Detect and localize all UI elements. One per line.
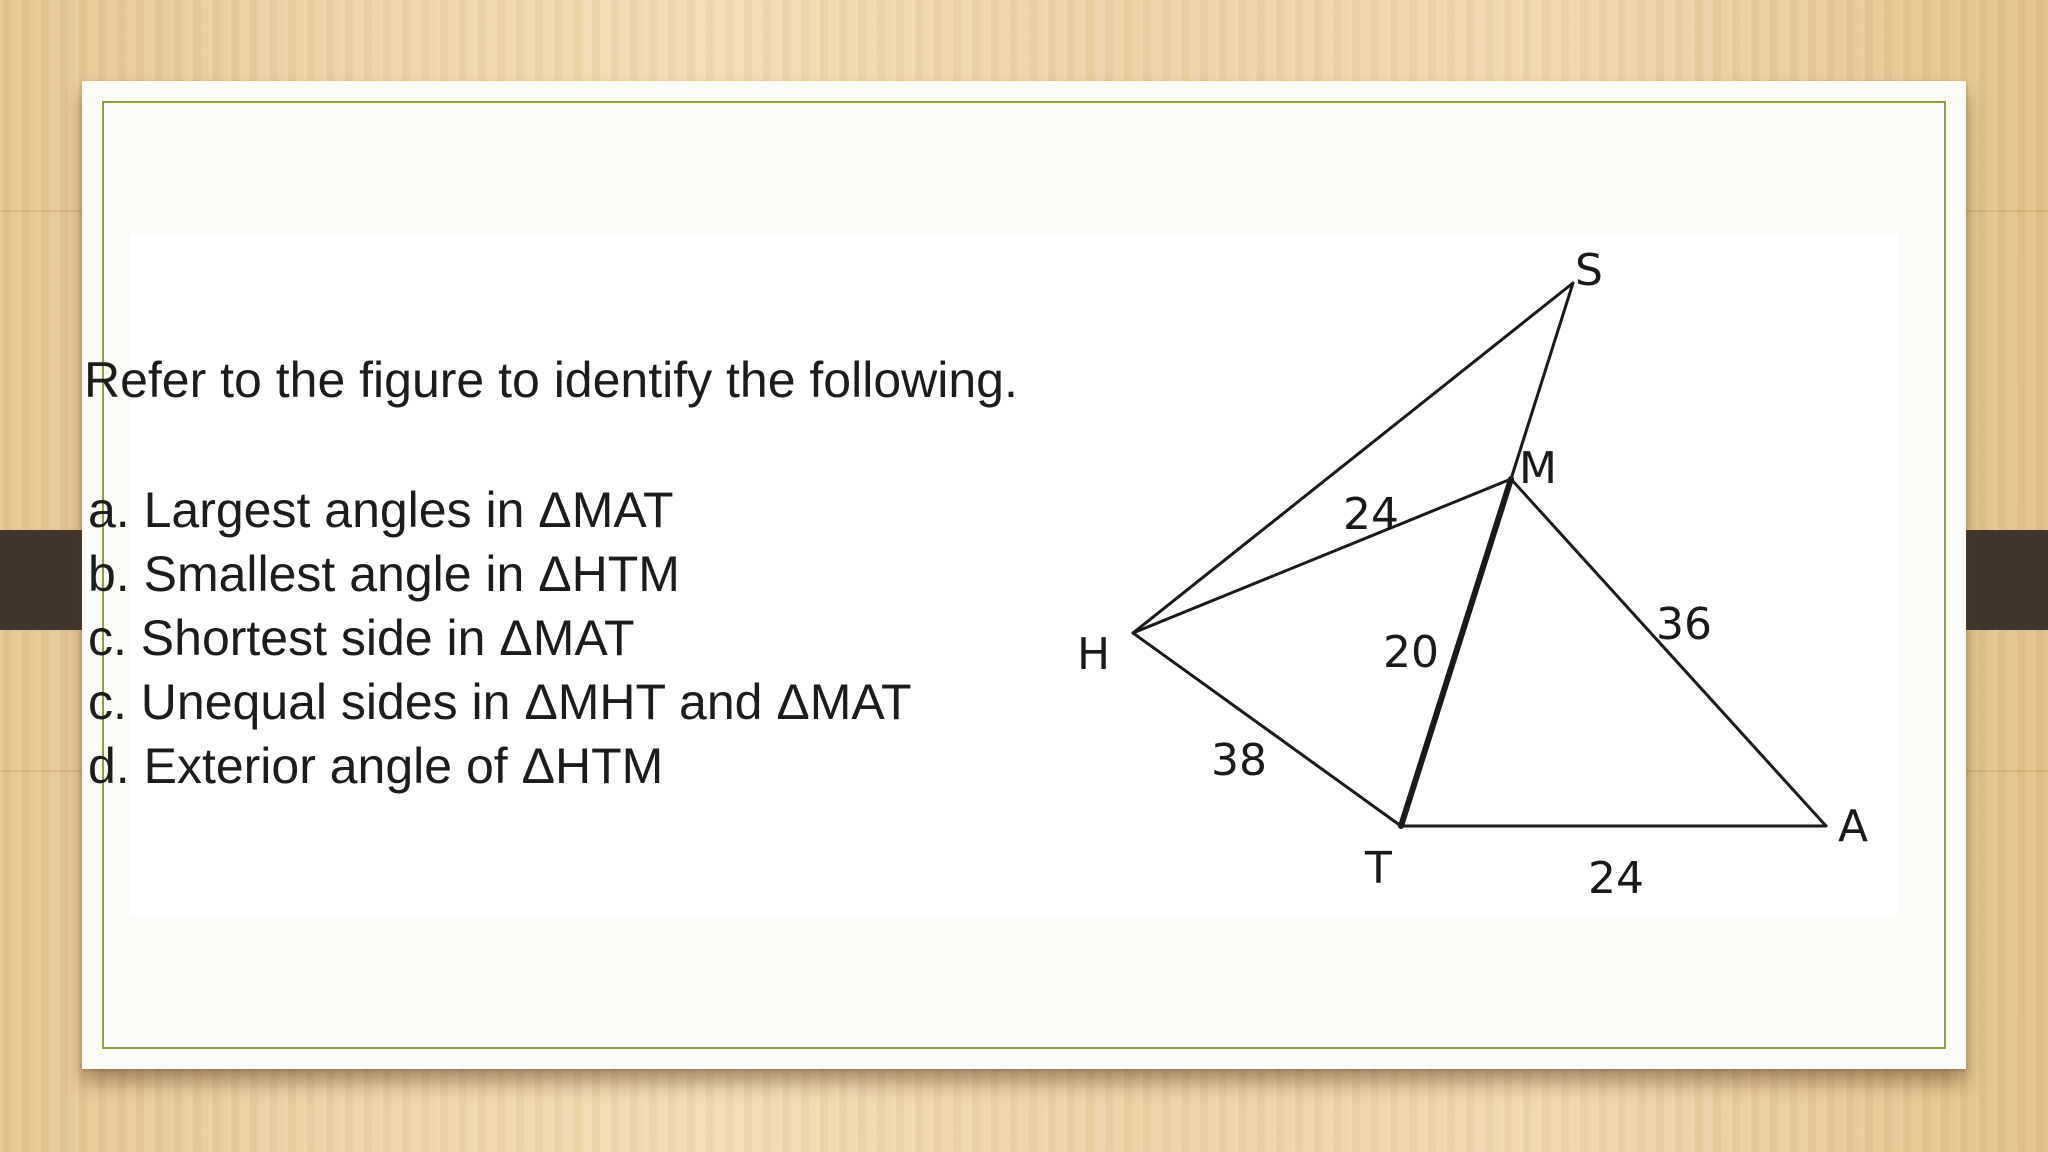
vertex-label-m: M bbox=[1519, 443, 1557, 494]
task-item: c. Shortest side in ΔMAT bbox=[88, 610, 635, 666]
vertex-label-t: T bbox=[1365, 843, 1392, 894]
task-item: a. Largest angles in ΔMAT bbox=[88, 482, 674, 538]
segment-ht bbox=[1133, 633, 1401, 826]
length-label-ma: 36 bbox=[1656, 599, 1712, 650]
segment-ma bbox=[1511, 479, 1826, 826]
instruction-text: Refer to the figure to identify the following. bbox=[84, 352, 1018, 408]
vertex-label-s: S bbox=[1575, 245, 1603, 296]
segment-hm bbox=[1133, 479, 1511, 633]
length-label-mt: 20 bbox=[1383, 627, 1439, 678]
vertex-label-a: A bbox=[1838, 801, 1869, 852]
segment-hs bbox=[1133, 283, 1573, 633]
length-label-ht: 38 bbox=[1211, 735, 1267, 786]
task-item: b. Smallest angle in ΔHTM bbox=[88, 546, 680, 602]
length-label-ta: 24 bbox=[1588, 853, 1644, 904]
task-item: c. Unequal sides in ΔMHT and ΔMAT bbox=[88, 674, 912, 730]
length-label-hm: 24 bbox=[1343, 489, 1399, 540]
task-item: d. Exterior angle of ΔHTM bbox=[88, 738, 664, 794]
vertex-label-h: H bbox=[1077, 629, 1111, 680]
